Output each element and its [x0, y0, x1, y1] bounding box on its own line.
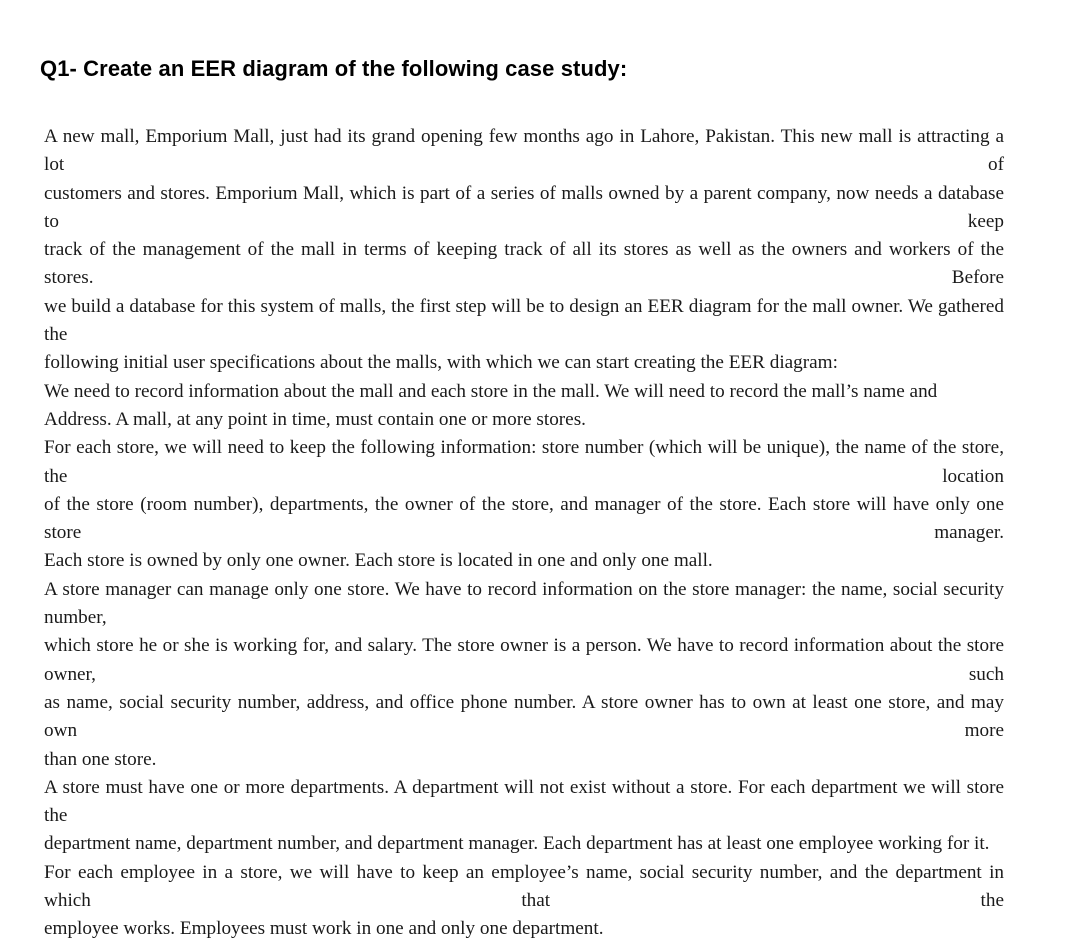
paragraph-employees [44, 859, 1004, 944]
paragraph-mall-record [44, 378, 1004, 435]
case-study-text [44, 123, 1004, 944]
text-line: We need to record information about the mall and each store in the mall. We will need to record the mall’s name and [44, 380, 938, 402]
text-line: department name, department number, and department manager. Each department has at least one employee working for it. [44, 833, 990, 855]
text-line: A store manager can manage only one store. We have to record information on the store manager: the name, social security number, [44, 578, 1004, 629]
paragraph-store-info [44, 434, 1004, 575]
text-line: than one store. [44, 748, 157, 770]
text-line: Address. A mall, at any point in time, must contain one or more stores. [44, 408, 586, 430]
question-heading: Q1- Create an EER diagram of the following case study: [40, 56, 628, 81]
paragraph-store-manager-owner [44, 576, 1004, 774]
text-line: For each store, we will need to keep the following information: store number (which will be unique), the name of the store, the location [44, 437, 1004, 487]
text-line: track of the management of the mall in terms of keeping track of all its stores as well as the owners and workers of the stores. Before [44, 239, 1004, 289]
text-line: Each store is owned by only one owner. Each store is located in one and only one mall. [44, 550, 713, 572]
text-line: which store he or she is working for, and salary. The store owner is a person. We have to record information about the store owner, such [44, 635, 1004, 685]
paragraph-mall-intro [44, 123, 1004, 378]
paragraph-departments [44, 774, 1004, 859]
text-line: employee works. Employees must work in one and only one department. [44, 918, 604, 940]
text-line: following initial user specifications about the malls, with which we can start creating the EER diagram: [44, 352, 838, 374]
text-line: A new mall, Emporium Mall, just had its grand opening few months ago in Lahore, Pakistan. This new mall is attracting a lot of [44, 126, 1004, 176]
text-line: A store must have one or more departments. A department will not exist without a store. For each department we will store the [44, 776, 1004, 827]
text-line: as name, social security number, address, and office phone number. A store owner has to own at least one store, and may own more [44, 691, 1004, 742]
text-line: customers and stores. Emporium Mall, which is part of a series of malls owned by a parent company, now needs a database to keep [44, 182, 1004, 232]
text-line: we build a database for this system of malls, the first step will be to design an EER diagram for the mall owner. We gathered the [44, 295, 1004, 346]
text-line: For each employee in a store, we will have to keep an employee’s name, social security number, and the department in which that the [44, 861, 1004, 912]
text-line: of the store (room number), departments, the owner of the store, and manager of the store. Each store will have only one store manager. [44, 493, 1004, 544]
